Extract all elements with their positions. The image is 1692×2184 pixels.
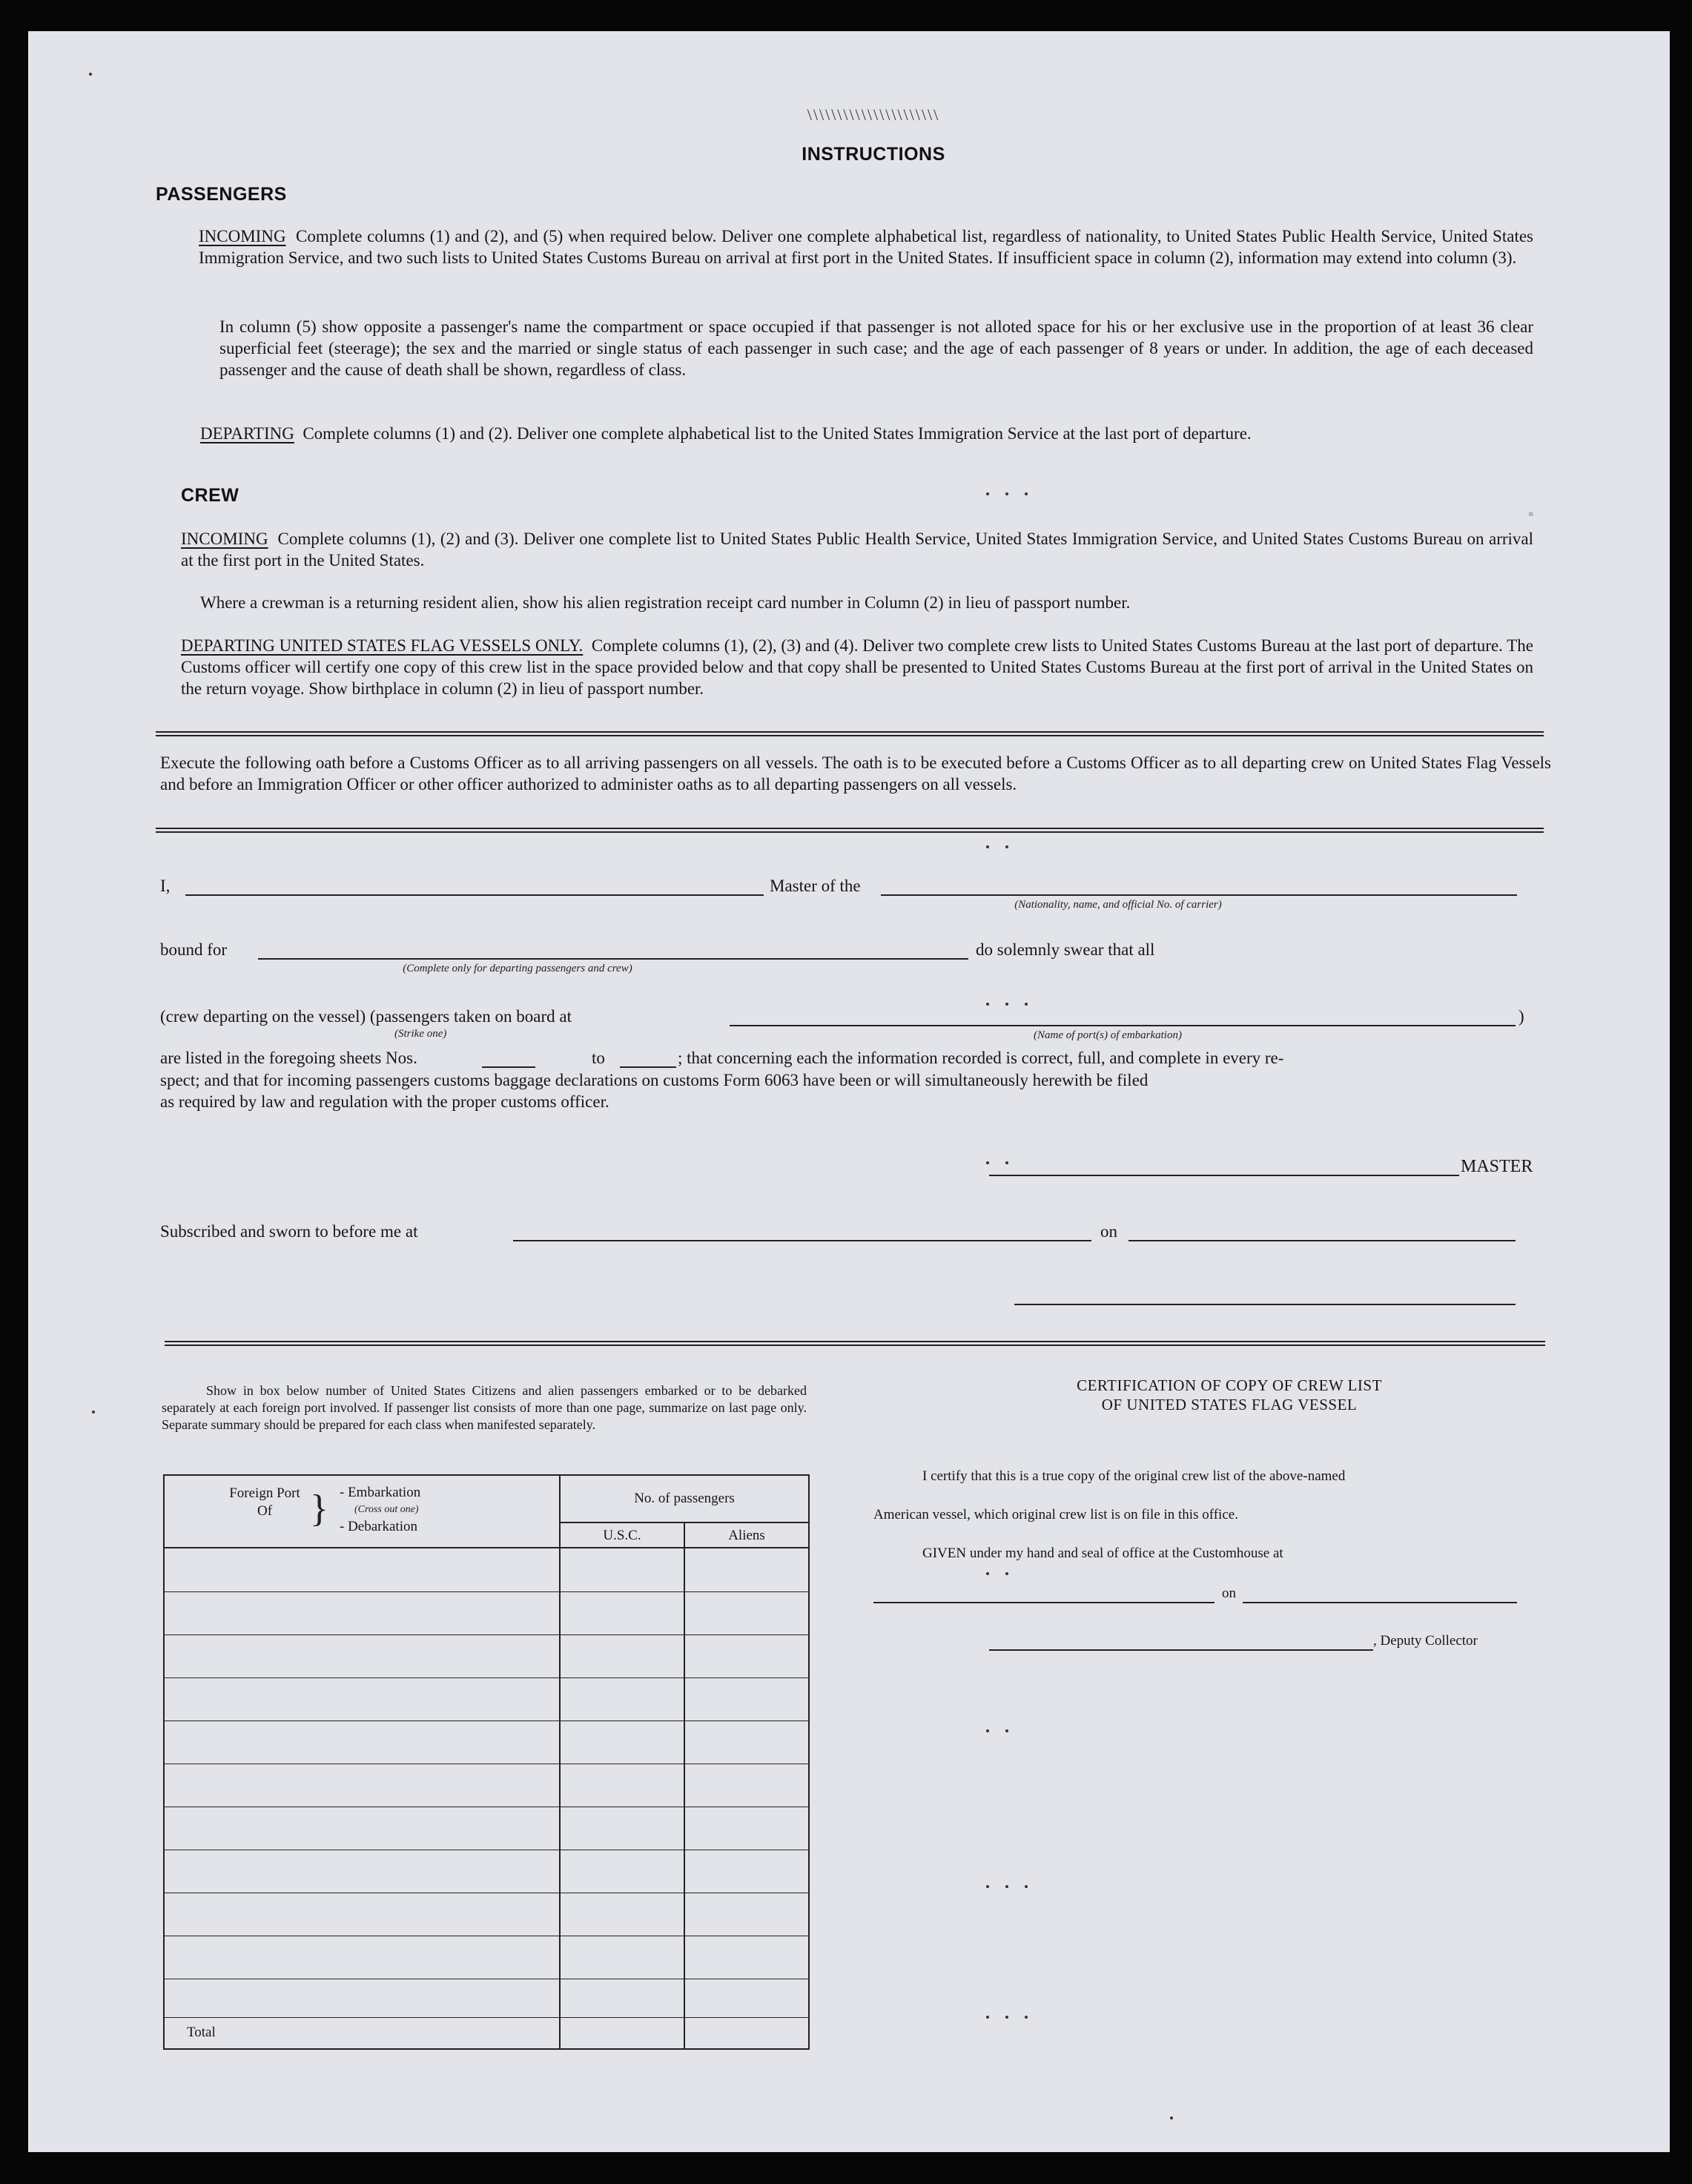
subscribed-date-field[interactable] [1128, 1240, 1516, 1241]
certify-text-2: American vessel, which original crew list is on file in this office. [873, 1507, 1238, 1522]
listed-sheets-label: are listed in the foregoing sheets Nos. [160, 1049, 417, 1067]
officer-signature-field[interactable] [1014, 1304, 1516, 1305]
speck [1005, 492, 1008, 495]
speck [1005, 1885, 1008, 1888]
ports-note: (Name of port(s) of embarkation) [1034, 1029, 1182, 1041]
crew-departing-label: DEPARTING UNITED STATES FLAG VESSELS ONLY. [181, 636, 584, 655]
lower-divider [165, 1341, 1545, 1346]
row-line [165, 1591, 808, 1592]
master-name-field[interactable] [185, 894, 764, 896]
section-divider [156, 731, 1544, 736]
strike-note: (Strike one) [394, 1028, 447, 1040]
page-title: INSTRUCTIONS [802, 144, 945, 165]
subscribed-on-label: on [1100, 1222, 1117, 1241]
swear-label: do solemnly swear that all [976, 940, 1155, 959]
deputy-signature-field[interactable] [989, 1649, 1373, 1651]
speck [986, 492, 989, 495]
speck [986, 1003, 989, 1006]
total-label: Total [187, 2025, 216, 2040]
deputy-collector-label: , Deputy Collector [1373, 1633, 1478, 1649]
listed-text-1: ; that concerning each the information recorded is correct, full, and complete in every re- [678, 1049, 1284, 1067]
row-line [165, 2017, 808, 2018]
aliens-header: Aliens [728, 1528, 765, 1543]
embarkation-ports-field[interactable] [730, 1025, 1516, 1026]
crew-heading: CREW [181, 485, 239, 506]
speck [89, 73, 92, 76]
master-signature-field[interactable] [989, 1175, 1459, 1176]
column5-paragraph: In column (5) show opposite a passenger's name the compartment or space occupied if that passenger is not alloted space for his or her exclusive use in the proportion of at least 36 clear superficial feet (steerage); the sex and the married or single status of each passenger in such case; and the age of each passenger of 8 years or under. In addition, the age of each deceased passenger and the cause of death shall be shown, regardless of class. [219, 317, 1533, 379]
speck [1025, 2016, 1028, 2019]
summary-instructions: Show in box below number of United States Citizens and alien passengers embarked or to be debarked separately at each foreign port involved. If passenger list consists of more than one page, summarize on last page only. Separate summary should be prepared for each class when manifested separately. [162, 1383, 807, 1432]
speck [1005, 1003, 1008, 1006]
crew-departing-label: (crew departing on the vessel) (passengers taken on board at [160, 1007, 572, 1026]
certification-title-1: CERTIFICATION OF COPY OF CREW LIST [1077, 1376, 1382, 1394]
speck [1170, 2117, 1173, 2119]
cross-note: (Cross out one) [354, 1504, 419, 1515]
subscribed-label: Subscribed and sworn to before me at [160, 1222, 418, 1241]
crew-departing-paragraph [181, 635, 1533, 699]
speck [1005, 1572, 1008, 1575]
header-bottom-line [165, 1547, 808, 1548]
speck [1005, 2016, 1008, 2019]
bleed-through-text: ▪ [1526, 506, 1536, 524]
subscribed-place-field[interactable] [513, 1240, 1091, 1241]
crew-incoming-text: Complete columns (1), (2) and (3). Deliver one complete list to United States Public Health Service, United States Immigration Service, and United States Customs Bureau on arrival at the first port in the United States. [181, 529, 1534, 570]
foreign-port-header: Foreign Port Of [229, 1485, 300, 1519]
speck [1005, 845, 1008, 848]
no-passengers-header: No. of passengers [634, 1491, 735, 1506]
speck [986, 1572, 989, 1575]
listed-text-3: as required by law and regulation with the proper customs officer. [160, 1092, 609, 1111]
listed-text-2: spect; and that for incoming passengers customs baggage declarations on customs Form 6063 have been or will simultaneously herewith be filed [160, 1071, 1149, 1089]
usc-header: U.S.C. [603, 1528, 641, 1543]
form-page [28, 31, 1670, 2152]
carrier-field[interactable] [881, 894, 1517, 896]
header-sub-line [559, 1522, 808, 1523]
col-divider-2 [684, 1523, 685, 2048]
speck [92, 1411, 95, 1413]
row-line [165, 1677, 808, 1678]
header-scribble: \\\\\\\\\\\\\\\\\\\\\\ [807, 105, 940, 124]
given-text: GIVEN under my hand and seal of office at the Customhouse at [922, 1545, 1283, 1561]
master-label: MASTER [1461, 1157, 1533, 1176]
master-of-the-label: Master of the [770, 877, 861, 895]
bound-for-note: (Complete only for departing passengers and crew) [403, 963, 632, 974]
oath-i-label: I, [160, 877, 171, 895]
carrier-note: (Nationality, name, and official No. of carrier) [1014, 899, 1222, 911]
debarkation-header: - Debarkation [340, 1519, 417, 1534]
sheet-to-field[interactable] [620, 1066, 676, 1068]
speck [986, 2016, 989, 2019]
speck [986, 1729, 989, 1732]
passengers-departing-label: DEPARTING [200, 424, 294, 443]
passengers-departing-paragraph [200, 423, 1533, 444]
oath-intro: Execute the following oath before a Customs Officer as to all arriving passengers on all vessels. The oath is to be executed before a Customs Officer as to all departing crew on United States Flag Vessels and before an Immigration Officer or other officer authorized to administer oaths as to all departing passengers on all vessels. [160, 753, 1551, 794]
passengers-incoming-label: INCOMING [199, 227, 286, 245]
crew-incoming-paragraph [181, 528, 1533, 571]
passengers-heading: PASSENGERS [156, 184, 287, 205]
speck [1025, 492, 1028, 495]
passengers-incoming-paragraph [199, 225, 1533, 268]
speck [1025, 1885, 1028, 1888]
embarkation-header: - Embarkation [340, 1485, 421, 1500]
bound-for-label: bound for [160, 940, 228, 959]
listed-to-label: to [592, 1049, 605, 1067]
certification-title-2: OF UNITED STATES FLAG VESSEL [1101, 1396, 1358, 1413]
passengers-incoming-text: Complete columns (1) and (2), and (5) when required below. Deliver one complete alphabetical list, regardless of nationality, to United States Public Health Service, United States Immigration Service, and two such lists to United States Customs Bureau on arrival at first port in the United States. If insufficient space in column (2), information may extend into column (3). [199, 227, 1533, 267]
sheet-from-field[interactable] [482, 1066, 535, 1068]
certify-text-1: I certify that this is a true copy of the original crew list of the above-named [922, 1468, 1346, 1484]
crew-resident-paragraph: Where a crewman is a returning resident alien, show his alien registration receipt card number in Column (2) in lieu of passport number. [200, 593, 1131, 612]
speck [1005, 1161, 1008, 1164]
summary-table [163, 1474, 810, 2050]
customhouse-field[interactable] [873, 1602, 1215, 1603]
certification-on-label: on [1222, 1586, 1236, 1601]
speck [986, 1161, 989, 1164]
certification-date-field[interactable] [1243, 1602, 1517, 1603]
oath-divider [156, 828, 1544, 833]
col-divider-1 [559, 1476, 561, 2048]
speck [1025, 1003, 1028, 1006]
row-line [165, 1634, 808, 1635]
bound-for-field[interactable] [258, 958, 968, 960]
brace: } [310, 1488, 328, 1530]
close-paren: ) [1518, 1007, 1524, 1026]
crew-departing-text: Complete columns (1), (2), (3) and (4). Deliver two complete crew lists to United States Customs Bureau at the last port of departure. The Customs officer will certify one copy of this crew list in the space provided below and that copy shall be presented to United States Customs Bureau at the first port of arrival in the United States on the return voyage. Show birthplace in column (2) in lieu of passport number. [181, 636, 1534, 698]
crew-incoming-label: INCOMING [181, 529, 268, 548]
speck [986, 845, 989, 848]
speck [986, 1885, 989, 1888]
speck [1005, 1729, 1008, 1732]
passengers-departing-text: Complete columns (1) and (2). Deliver one complete alphabetical list to the United States Immigration Service at the last port of departure. [303, 424, 1252, 443]
